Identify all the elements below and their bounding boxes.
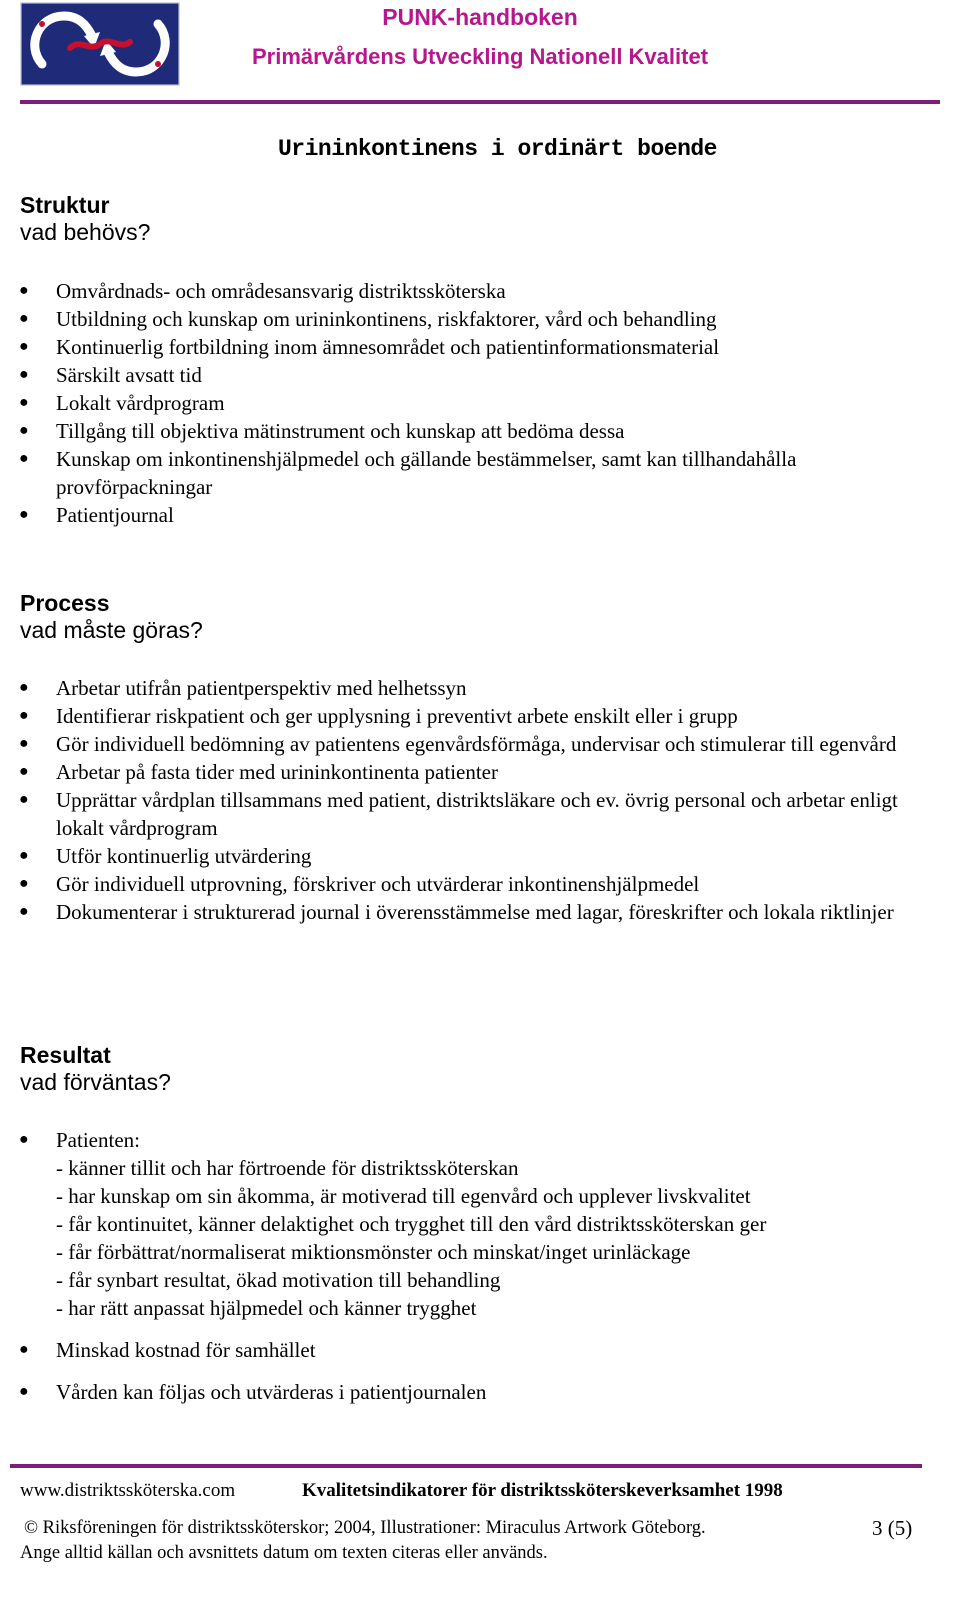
- document-title: Urininkontinens i ordinärt boende: [278, 136, 717, 162]
- list-item: ● Gör individuell bedömning av patientens egenvårdsförmåga, undervisar och stimulerar till egenvård: [19, 732, 897, 756]
- bullet-icon: ●: [19, 450, 29, 467]
- struktur-list: [0, 277, 930, 529]
- bullet-icon: ●: [19, 1341, 29, 1358]
- patient-label: Patienten:: [56, 1128, 140, 1152]
- bullet-icon: ●: [19, 282, 29, 299]
- bullet-icon: ●: [19, 903, 29, 920]
- page-number: 3 (5): [872, 1516, 913, 1540]
- list-item: ● Omvårdnads- och områdesansvarig distriktssköterska: [19, 279, 506, 303]
- bullet-icon: ●: [19, 735, 29, 752]
- list-item: ● Lokalt vårdprogram: [19, 391, 225, 415]
- resultat-subheading: vad förväntas?: [20, 1069, 171, 1095]
- process-heading: Process: [20, 590, 110, 616]
- bullet-icon: ●: [19, 707, 29, 724]
- list-item: ● Utbildning och kunskap om urininkontinens, riskfaktorer, vård och behandling: [19, 307, 717, 331]
- bullet-icon: ●: [19, 366, 29, 383]
- bullet-icon: ●: [19, 875, 29, 892]
- footer-copyright: © Riksföreningen för distriktssköterskor; 2004, Illustrationer: Miraculus Artwork Göteborg.: [24, 1518, 706, 1538]
- list-item: ● Arbetar på fasta tider med urininkontinenta patienter: [19, 760, 498, 784]
- list-item: [0, 1126, 930, 1322]
- header-divider: [20, 100, 940, 104]
- resultat-heading: Resultat: [20, 1042, 111, 1068]
- patient-line: - har kunskap om sin åkomma, är motiverad till egenvård och upplever livskvalitet: [56, 1184, 751, 1208]
- list-item: ● Kontinuerlig fortbildning inom ämnesområdet och patientinformationsmaterial: [19, 335, 720, 359]
- list-item: ● Utför kontinuerlig utvärdering: [19, 844, 312, 868]
- list-item: ● Identifierar riskpatient och ger upplysning i preventivt arbete enskilt eller i grupp: [19, 704, 738, 728]
- patient-line: - känner tillit och har förtroende för distriktssköterskan: [56, 1156, 519, 1180]
- list-item: ● Patientjournal: [19, 503, 174, 527]
- patient-line: - får synbart resultat, ökad motivation till behandling: [56, 1268, 501, 1292]
- bullet-icon: ●: [19, 791, 29, 808]
- list-item: ● Kunskap om inkontinenshjälpmedel och gällande bestämmelser, samt kan tillhandahålla provförpackningar: [19, 447, 797, 499]
- footer-url[interactable]: www.distriktssköterska.com: [20, 1480, 236, 1501]
- bullet-icon: ●: [19, 847, 29, 864]
- footer-divider: [10, 1464, 922, 1468]
- struktur-heading-block: [20, 192, 150, 246]
- list-item: ● Upprättar vårdplan tillsammans med patient, distriktsläkare och ev. övrig personal och arbetar enligt lokalt vårdprogram: [19, 788, 898, 840]
- list-item: ● Minskad kostnad för samhället: [19, 1338, 316, 1362]
- resultat-list: [0, 1126, 930, 1406]
- patient-line: - får förbättrat/normaliserat miktionsmönster och minskat/inget urinläckage: [56, 1240, 691, 1264]
- handbook-subtitle: Primärvårdens Utveckling Nationell Kvalitet: [251, 44, 709, 69]
- struktur-heading: Struktur: [20, 192, 110, 218]
- bullet-icon: ●: [19, 763, 29, 780]
- list-item: ● Särskilt avsatt tid: [19, 363, 202, 387]
- list-item: ● Gör individuell utprovning, förskriver och utvärderar inkontinenshjälpmedel: [19, 872, 700, 896]
- process-heading-block: [20, 590, 203, 644]
- bullet-icon: ●: [19, 1131, 29, 1148]
- handbook-title: PUNK-handboken: [382, 4, 578, 30]
- list-item: ● Vården kan följas och utvärderas i patientjournalen: [19, 1380, 487, 1404]
- resultat-heading-block: [20, 1042, 171, 1096]
- list-item: ● Tillgång till objektiva mätinstrument och kunskap att bedöma dessa: [19, 419, 625, 443]
- bullet-icon: ●: [19, 506, 29, 523]
- bullet-icon: ●: [19, 338, 29, 355]
- footer-citation-note: Ange alltid källan och avsnittets datum om texten citeras eller används.: [20, 1543, 548, 1563]
- list-item: ● Dokumenterar i strukturerad journal i överensstämmelse med lagar, föreskrifter och lokala riktlinjer: [19, 900, 894, 924]
- list-item: ● Arbetar utifrån patientperspektiv med helhetssyn: [19, 676, 467, 700]
- patient-line: - har rätt anpassat hjälpmedel och känner trygghet: [56, 1296, 477, 1320]
- bullet-icon: ●: [19, 394, 29, 411]
- process-list: [0, 674, 930, 926]
- bullet-icon: ●: [19, 1383, 29, 1400]
- footer-indicator-title: Kvalitetsindikatorer för distriktssköterskeverksamhet 1998: [302, 1480, 783, 1501]
- bullet-icon: ●: [19, 679, 29, 696]
- bullet-icon: ●: [19, 422, 29, 439]
- process-subheading: vad måste göras?: [20, 617, 203, 643]
- punk-logo: [20, 2, 180, 86]
- bullet-icon: ●: [19, 310, 29, 327]
- patient-line: - får kontinuitet, känner delaktighet och trygghet till den vård distriktssköterskan ger: [56, 1212, 767, 1236]
- struktur-subheading: vad behövs?: [20, 219, 151, 245]
